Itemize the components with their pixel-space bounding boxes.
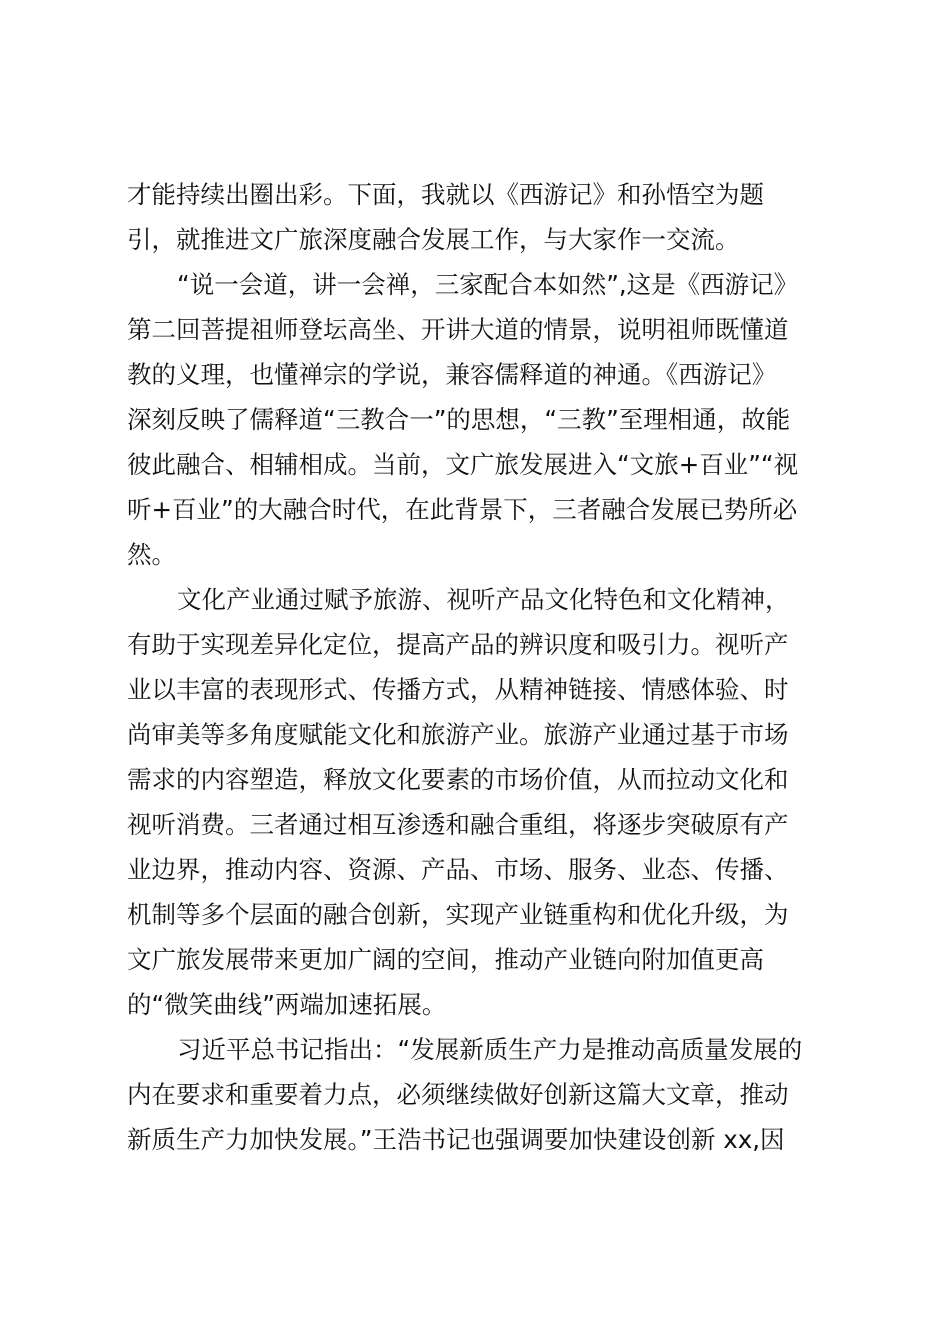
text-line: 有助于实现差异化定位，提高产品的辨识度和吸引力。视听产 (127, 630, 789, 659)
text-line: 业边界，推动内容、资源、产品、市场、服务、业态、传播、 (127, 855, 789, 884)
text-line: 深刻反映了儒释道“三教合一”的思想，“三教”至理相通，故能 (127, 405, 791, 434)
text-line: 第二回菩提祖师登坛高坐、开讲大道的情景，说明祖师既懂道 (127, 315, 789, 344)
text-line: “说一会道，讲一会禅，三家配合本如然”,这是《西游记》 (177, 270, 799, 299)
text-line: 业以丰富的表现形式、传播方式，从精神链接、情感体验、时 (127, 675, 789, 704)
text-line: 的“微笑曲线”两端加速拓展。 (127, 990, 447, 1019)
text-line: 视听消费。三者通过相互渗透和融合重组，将逐步突破原有产 (127, 810, 789, 839)
document-body (127, 172, 827, 1162)
text-line: 教的义理，也懂禅宗的学说，兼容儒释道的神通。《西游记》 (127, 360, 777, 389)
text-line: 才能持续出圈出彩。下面，我就以《西游记》和孙悟空为题 (127, 180, 764, 209)
text-line: 习近平总书记指出：“发展新质生产力是推动高质量发展的 (177, 1035, 803, 1064)
text-line: 尚审美等多角度赋能文化和旅游产业。旅游产业通过基于市场 (127, 720, 789, 749)
text-line: 引，就推进文广旅深度融合发展工作，与大家作一交流。 (127, 225, 740, 254)
text-line: 新质生产力加快发展。”王浩书记也强调要加快建设创新 xx,因 (127, 1125, 785, 1154)
text-line: 听+百业”的大融合时代，在此背景下，三者融合发展已势所必 (127, 495, 798, 524)
text-line: 机制等多个层面的融合创新，实现产业链重构和优化升级，为 (127, 900, 789, 929)
text-line: 彼此融合、相辅相成。当前，文广旅发展进入“文旅+百业”“视 (127, 450, 799, 479)
text-line: 文化产业通过赋予旅游、视听产品文化特色和文化精神， (177, 585, 790, 614)
text-line: 需求的内容塑造，释放文化要素的市场价值，从而拉动文化和 (127, 765, 789, 794)
text-line: 内在要求和重要着力点，必须继续做好创新这篇大文章，推动 (127, 1080, 789, 1109)
text-line: 文广旅发展带来更加广阔的空间，推动产业链向附加值更高 (127, 945, 764, 974)
text-line: 然。 (127, 540, 176, 569)
